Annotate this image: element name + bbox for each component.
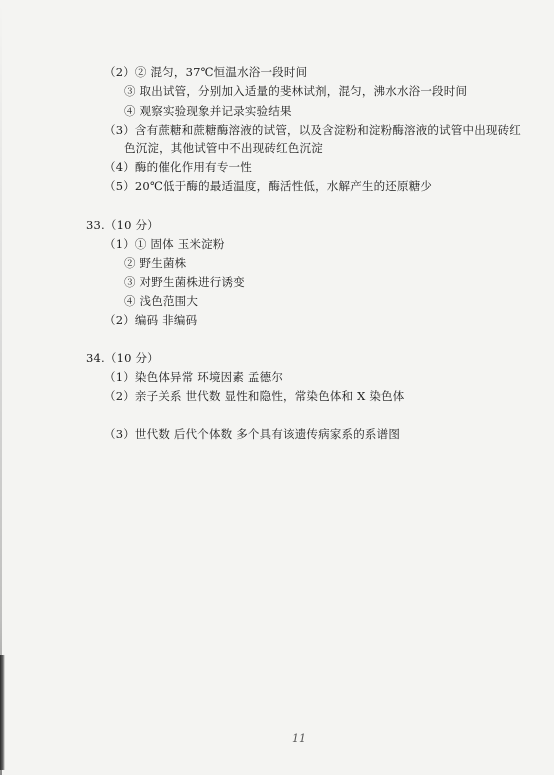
answer-33-1-1: （1）① 固体 玉米淀粉 <box>104 237 225 251</box>
answer-32-5: （5）20℃低于酶的最适温度，酶活性低，水解产生的还原糖少 <box>104 179 433 193</box>
answer-33-1-3: ③ 对野生菌株进行诱变 <box>124 275 245 289</box>
question-34-heading: 34.（10 分） <box>86 351 159 365</box>
answer-32-3-line2: 色沉淀，其他试管中不出现砖红色沉淀 <box>124 141 323 155</box>
scan-dark-edge <box>0 655 5 770</box>
answer-32-4: （4）酶的催化作用有专一性 <box>104 160 252 174</box>
question-33-heading: 33.（10 分） <box>86 218 159 232</box>
answer-32-2-step2: （2）② 混匀，37℃恒温水浴一段时间 <box>104 65 308 79</box>
answer-32-2-step3: ③ 取出试管，分别加入适量的斐林试剂，混匀，沸水水浴一段时间 <box>124 84 468 98</box>
answer-34-3: （3）世代数 后代个体数 多个具有该遗传病家系的系谱图 <box>104 427 401 441</box>
answer-33-1-4: ④ 浅色范围大 <box>124 294 199 308</box>
answer-32-2-step4: ④ 观察实验现象并记录实验结果 <box>124 104 292 118</box>
answer-32-3-line1: （3）含有蔗糖和蔗糖酶溶液的试管，以及含淀粉和淀粉酶溶液的试管中出现砖红 <box>104 123 522 137</box>
page-number: 11 <box>292 732 306 745</box>
answer-34-1: （1）染色体异常 环境因素 孟德尔 <box>104 370 284 384</box>
answer-34-2: （2）亲子关系 世代数 显性和隐性，常染色体和 X 染色体 <box>104 389 405 403</box>
answer-33-2: （2）编码 非编码 <box>104 313 198 327</box>
answer-33-1-2: ② 野生菌株 <box>124 256 187 270</box>
